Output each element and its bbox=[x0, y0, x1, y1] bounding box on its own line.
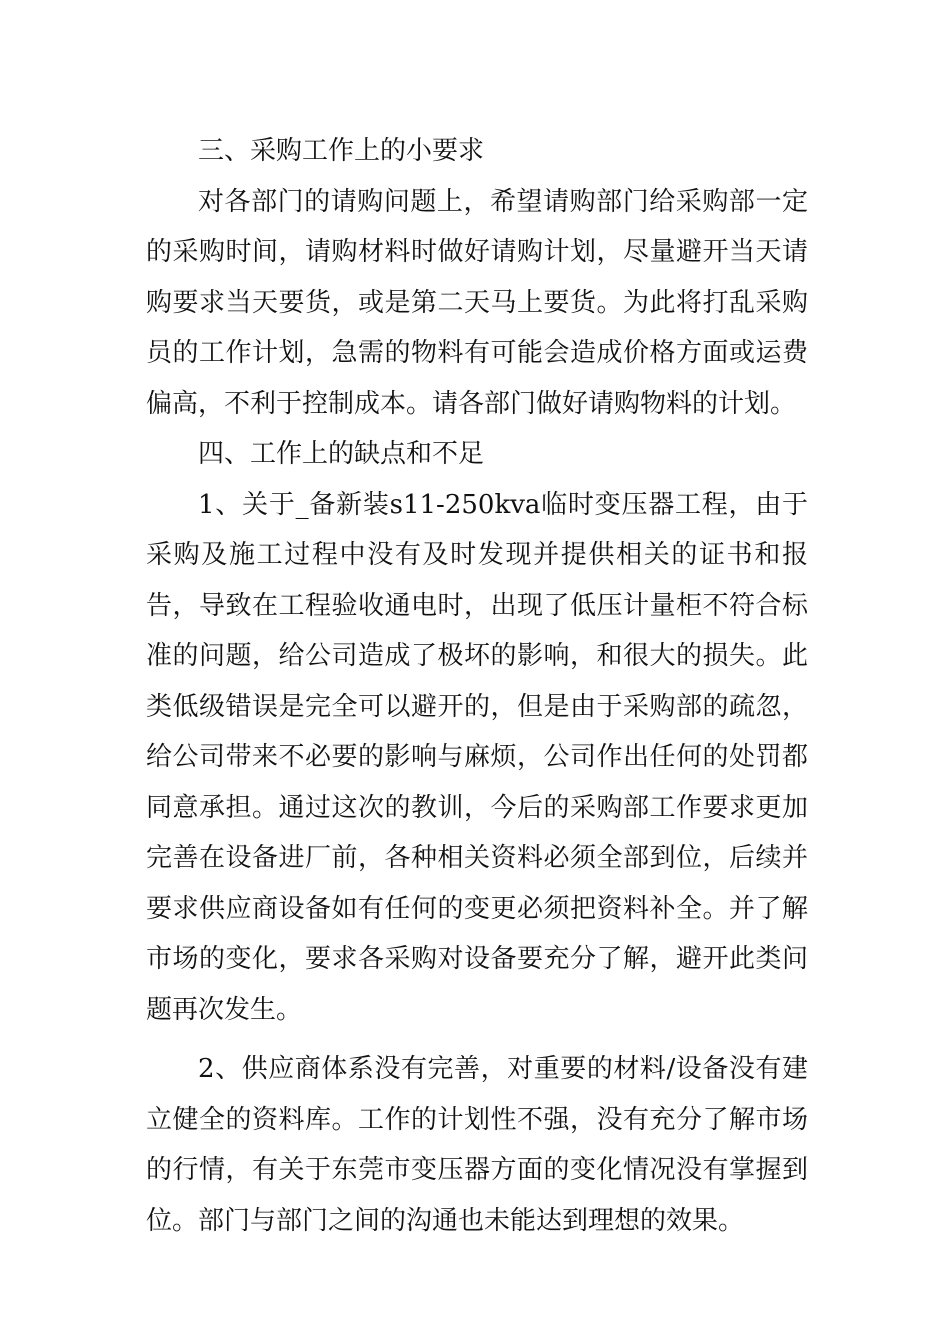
section-heading-3: 三、采购工作上的小要求 bbox=[198, 136, 485, 166]
paragraph-item-2: 2、供应商体系没有完善，对重要的材料/设备没有建立健全的资料库。工作的计划性不强，没有充分了解市场的行情，有关于东莞市变压器方面的变化情况没有掌握到位。部门与部门之间的沟通也未能达到理想的效果。 bbox=[146, 1054, 808, 1236]
paragraph-item-1: 1、关于_备新装s11-250kva临时变压器工程，由于采购及施工过程中没有及时发现并提供相关的证书和报告，导致在工程验收通电时，出现了低压计量柜不符合标准的问题，给公司造成了极坏的影响，和很大的损失。此类低级错误是完全可以避开的，但是由于采购部的疏忽，给公司带来不必要的影响与麻烦，公司作出任何的处罚都同意承担。通过这次的教训，今后的采购部工作要求更加完善在设备进厂前，各种相关资料必须全部到位，后续并要求供应商设备如有任何的变更必须把资料补全。并了解市场的变化，要求各采购对设备要充分了解，避开此类问题再次发生。 bbox=[146, 489, 808, 1025]
document-body bbox=[146, 126, 808, 1246]
section-heading-4: 四、工作上的缺点和不足 bbox=[198, 439, 485, 469]
paragraph-purchase-requests: 对各部门的请购问题上，希望请购部门给采购部一定的采购时间，请购材料时做好请购计划，尽量避开当天请购要求当天要货，或是第二天马上要货。为此将打乱采购员的工作计划，急需的物料有可能会造成价格方面或运费偏高，不利于控制成本。请各部门做好请购物料的计划。 bbox=[146, 186, 808, 419]
